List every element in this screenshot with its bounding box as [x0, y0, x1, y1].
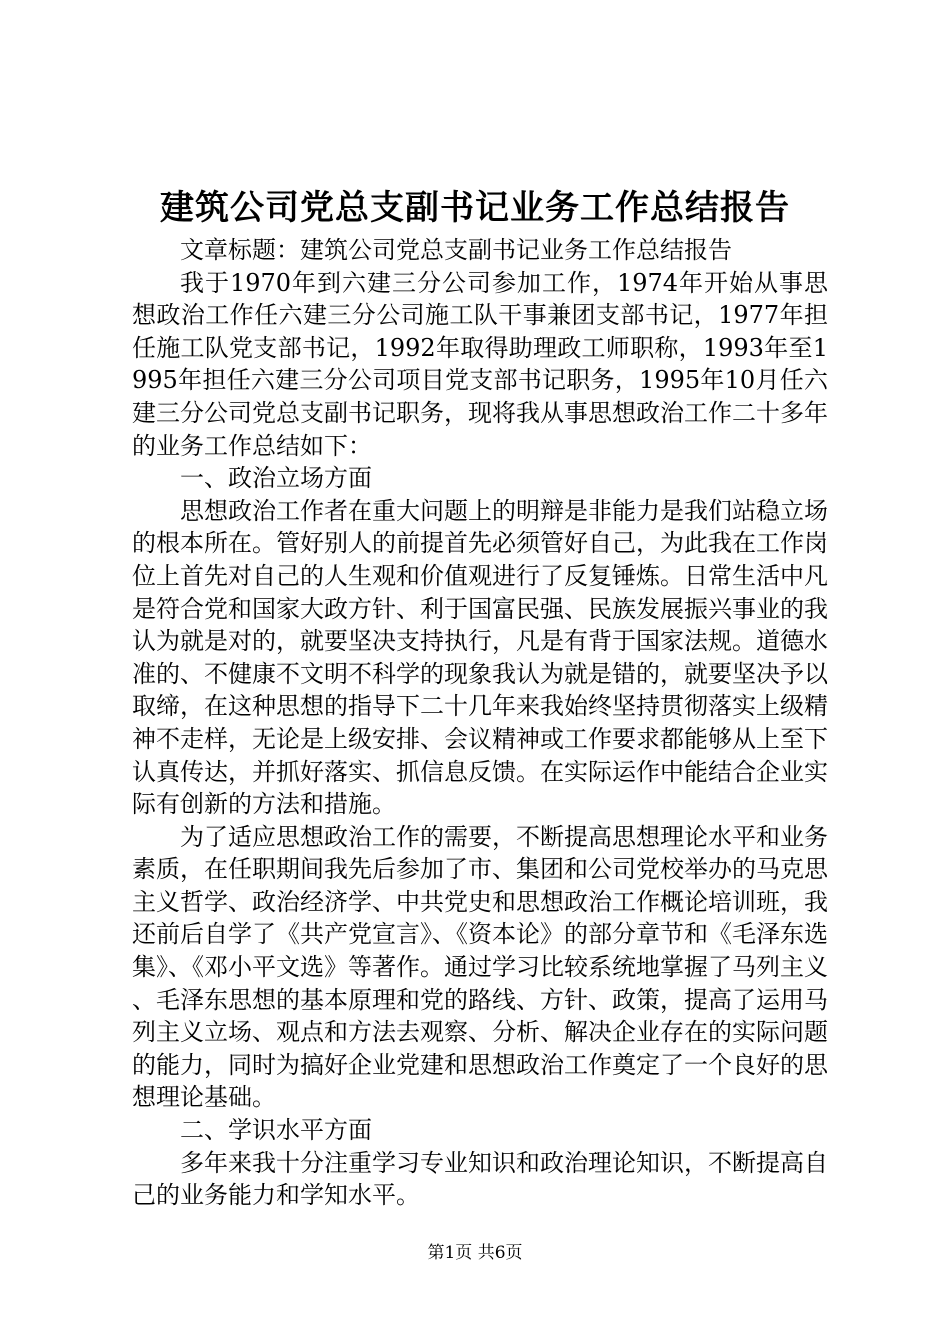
section-heading-knowledge: 二、学识水平方面	[180, 1116, 372, 1145]
document-title: 建筑公司党总支副书记业务工作总结报告	[160, 188, 790, 228]
page-number-footer: 第1页 共6页	[427, 1243, 523, 1263]
paragraph-study: 为了适应思想政治工作的需要，不断提高思想理论水平和业务素质，在任职期间我先后参加了市、集团和公司党校举办的马克思主义哲学、政治经济学、中共党史和思想政治工作概论培训班，我还前后自学了《共产党宣言》、《资本论》的部分章节和《毛泽东选集》、《邓小平文选》等著作。通过学习比较系统地掌握了马列主义、毛泽东思想的基本原理和党的路线、方针、政策，提高了运用马列主义立场、观点和方法去观察、分析、解决企业存在的实际问题的能力，同时为搞好企业党建和思想政治工作奠定了一个良好的思想理论基础。	[132, 822, 828, 1112]
section-heading-political: 一、政治立场方面	[180, 464, 372, 493]
paragraph-intro: 我于1970年到六建三分公司参加工作，1974年开始从事思想政治工作任六建三分公司施工队干事兼团支部书记，1977年担任施工队党支部书记，1992年取得助理政工师职称，1993年至1995年担任六建三分公司项目党支部书记职务，1995年10月任六建三分公司党总支副书记职务，现将我从事思想政治工作二十多年的业务工作总结如下：	[132, 268, 828, 460]
paragraph-political: 思想政治工作者在重大问题上的明辩是非能力是我们站稳立场的根本所在。管好别人的前提首先必须管好自己，为此我在工作岗位上首先对自己的人生观和价值观进行了反复锤炼。日常生活中凡是符合党和国家大政方针、利于国富民强、民族发展振兴事业的我认为就是对的，就要坚决支持执行，凡是有背于国家法规。道德水准的、不健康不文明不科学的现象我认为就是错的，就要坚决予以取缔，在这种思想的指导下二十几年来我始终坚持贯彻落实上级精神不走样，无论是上级安排、会议精神或工作要求都能够从上至下认真传达，并抓好落实、抓信息反馈。在实际运作中能结合企业实际有创新的方法和措施。	[132, 496, 828, 819]
paragraph-knowledge: 多年来我十分注重学习专业知识和政治理论知识，不断提高自己的业务能力和学知水平。	[132, 1148, 828, 1210]
document-body	[132, 234, 828, 1212]
article-title-line: 文章标题：建筑公司党总支副书记业务工作总结报告	[180, 236, 732, 264]
